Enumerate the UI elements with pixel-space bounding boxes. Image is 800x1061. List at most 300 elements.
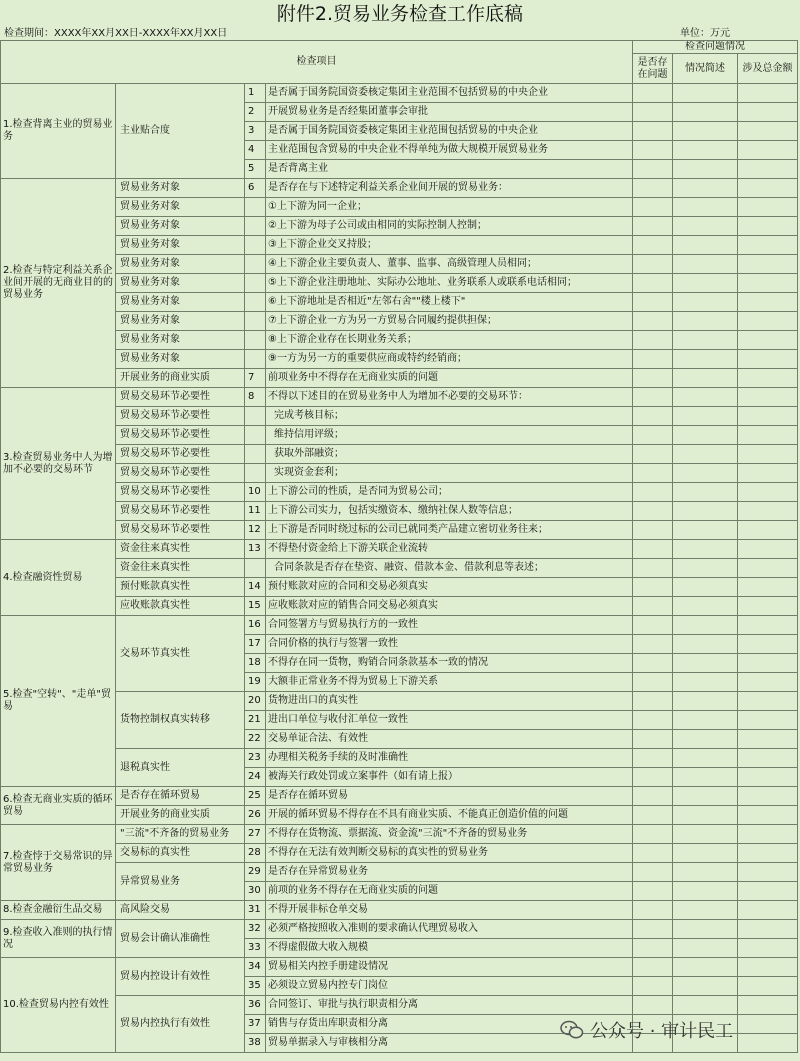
- desc-cell[interactable]: [673, 255, 738, 274]
- item-number: [245, 331, 266, 350]
- item-text: 不得存在同一货物，购销合同条款基本一致的情况: [266, 654, 633, 673]
- table-row: [1, 825, 798, 844]
- group-name: 7.检查悖于交易常识的异常贸易业务: [1, 825, 116, 901]
- amount-cell[interactable]: [738, 540, 798, 559]
- has-issue-cell[interactable]: [633, 825, 673, 844]
- item-text: 被海关行政处罚或立案事件（如有请上报）: [266, 768, 633, 787]
- desc-cell[interactable]: [673, 502, 738, 521]
- has-issue-cell[interactable]: [633, 445, 673, 464]
- amount-cell[interactable]: [738, 274, 798, 293]
- category-cell: 退税真实性: [116, 749, 245, 787]
- item-number: [245, 255, 266, 274]
- has-issue-cell[interactable]: [633, 901, 673, 920]
- amount-cell[interactable]: [738, 806, 798, 825]
- has-issue-cell[interactable]: [633, 141, 673, 160]
- item-number: 32: [245, 920, 266, 939]
- table-row: [1, 369, 798, 388]
- item-text: ⑥上下游地址是否相近"左邻右舍""楼上楼下": [266, 293, 633, 312]
- has-issue-cell[interactable]: [633, 426, 673, 445]
- amount-cell[interactable]: [738, 730, 798, 749]
- item-text: 贸易单据录入与审核相分离: [266, 1034, 633, 1053]
- desc-cell[interactable]: [673, 616, 738, 635]
- category-cell: 应收账款真实性: [116, 597, 245, 616]
- item-number: [245, 407, 266, 426]
- has-issue-cell[interactable]: [633, 464, 673, 483]
- has-issue-cell[interactable]: [633, 217, 673, 236]
- desc-cell[interactable]: [673, 768, 738, 787]
- amount-cell[interactable]: [738, 882, 798, 901]
- has-issue-cell[interactable]: [633, 122, 673, 141]
- header-amount: 涉及总金额: [738, 54, 798, 84]
- desc-cell[interactable]: [673, 217, 738, 236]
- table-row: [1, 958, 798, 977]
- category-cell: 交易标的真实性: [116, 844, 245, 863]
- item-text: 不得存在货物流、票据流、资金流"三流"不齐备的贸易业务: [266, 825, 633, 844]
- amount-cell[interactable]: [738, 198, 798, 217]
- item-text: ⑧上下游企业存在长期业务关系；: [266, 331, 633, 350]
- table-row: [1, 901, 798, 920]
- group-name: 6.检查无商业实质的循环贸易: [1, 787, 116, 825]
- amount-cell[interactable]: [738, 217, 798, 236]
- desc-cell[interactable]: [673, 958, 738, 977]
- has-issue-cell[interactable]: [633, 863, 673, 882]
- category-cell: 预付账款真实性: [116, 578, 245, 597]
- group-name: 2.检查与特定利益关系企业间开展的无商业目的的贸易业务: [1, 179, 116, 388]
- amount-cell[interactable]: [738, 597, 798, 616]
- amount-cell[interactable]: [738, 787, 798, 806]
- desc-cell[interactable]: [673, 863, 738, 882]
- has-issue-cell[interactable]: [633, 597, 673, 616]
- item-number: 31: [245, 901, 266, 920]
- amount-cell[interactable]: [738, 293, 798, 312]
- item-text: 合同签订、审批与执行职责相分离: [266, 996, 633, 1015]
- amount-cell[interactable]: [738, 616, 798, 635]
- item-text: ③上下游企业交叉持股；: [266, 236, 633, 255]
- table-row: [1, 293, 798, 312]
- desc-cell[interactable]: [673, 597, 738, 616]
- has-issue-cell[interactable]: [633, 198, 673, 217]
- item-number: 10: [245, 483, 266, 502]
- table-row: [1, 179, 798, 198]
- item-number: [245, 464, 266, 483]
- category-cell: 贸易业务对象: [116, 350, 245, 369]
- category-cell: 贸易交易环节必要性: [116, 483, 245, 502]
- item-number: 33: [245, 939, 266, 958]
- has-issue-cell[interactable]: [633, 236, 673, 255]
- item-number: 12: [245, 521, 266, 540]
- amount-cell[interactable]: [738, 673, 798, 692]
- item-text: 合同条款是否存在垫资、融资、借款本金、借款利息等表述；: [266, 559, 633, 578]
- has-issue-cell[interactable]: [633, 844, 673, 863]
- item-number: 21: [245, 711, 266, 730]
- amount-cell[interactable]: [738, 236, 798, 255]
- has-issue-cell[interactable]: [633, 255, 673, 274]
- check-period: 检查期间：XXXX年XX月XX日-XXXX年XX月XX日: [4, 28, 228, 39]
- amount-cell[interactable]: [738, 996, 798, 1015]
- amount-cell[interactable]: [738, 958, 798, 977]
- table-row: [1, 597, 798, 616]
- header-has-issue: 是否存在问题: [633, 54, 673, 84]
- item-number: 16: [245, 616, 266, 635]
- group-name: 4.检查融资性贸易: [1, 540, 116, 616]
- desc-cell[interactable]: [673, 312, 738, 331]
- has-issue-cell[interactable]: [633, 388, 673, 407]
- amount-cell[interactable]: [738, 350, 798, 369]
- category-cell: 高风险交易: [116, 901, 245, 920]
- has-issue-cell[interactable]: [633, 540, 673, 559]
- item-number: 7: [245, 369, 266, 388]
- has-issue-cell[interactable]: [633, 616, 673, 635]
- item-number: 26: [245, 806, 266, 825]
- has-issue-cell[interactable]: [633, 635, 673, 654]
- category-cell: 异常贸易业务: [116, 863, 245, 901]
- item-number: 24: [245, 768, 266, 787]
- desc-cell[interactable]: [673, 369, 738, 388]
- desc-cell[interactable]: [673, 540, 738, 559]
- category-cell: 贸易会计确认准确性: [116, 920, 245, 958]
- desc-cell[interactable]: [673, 464, 738, 483]
- amount-cell[interactable]: [738, 483, 798, 502]
- group-name: 5.检查"空转"、"走单"贸易: [1, 616, 116, 787]
- desc-cell[interactable]: [673, 692, 738, 711]
- item-number: 23: [245, 749, 266, 768]
- has-issue-cell[interactable]: [633, 350, 673, 369]
- item-number: 4: [245, 141, 266, 160]
- desc-cell[interactable]: [673, 806, 738, 825]
- desc-cell[interactable]: [673, 901, 738, 920]
- item-text: 获取外部融资；: [266, 445, 633, 464]
- amount-cell[interactable]: [738, 692, 798, 711]
- table-row: [1, 692, 798, 711]
- category-cell: 资金往来真实性: [116, 559, 245, 578]
- item-text: 是否存在异常贸易业务: [266, 863, 633, 882]
- has-issue-cell[interactable]: [633, 806, 673, 825]
- category-cell: 贸易交易环节必要性: [116, 502, 245, 521]
- group-name: 3.检查贸易业务中人为增加不必要的交易环节: [1, 388, 116, 540]
- has-issue-cell[interactable]: [633, 673, 673, 692]
- desc-cell[interactable]: [673, 882, 738, 901]
- item-number: 30: [245, 882, 266, 901]
- amount-cell[interactable]: [738, 122, 798, 141]
- amount-cell[interactable]: [738, 312, 798, 331]
- desc-cell[interactable]: [673, 977, 738, 996]
- item-text: 货物进出口的真实性: [266, 692, 633, 711]
- amount-cell[interactable]: [738, 103, 798, 122]
- desc-cell[interactable]: [673, 730, 738, 749]
- desc-cell[interactable]: [673, 293, 738, 312]
- amount-cell[interactable]: [738, 426, 798, 445]
- desc-cell[interactable]: [673, 521, 738, 540]
- has-issue-cell[interactable]: [633, 730, 673, 749]
- amount-cell[interactable]: [738, 711, 798, 730]
- has-issue-cell[interactable]: [633, 331, 673, 350]
- item-text: 合同签署方与贸易执行方的一致性: [266, 616, 633, 635]
- item-number: 13: [245, 540, 266, 559]
- item-number: 22: [245, 730, 266, 749]
- table-row: [1, 350, 798, 369]
- table-row: [1, 578, 798, 597]
- amount-cell[interactable]: [738, 179, 798, 198]
- item-text: 不得垫付资金给上下游关联企业流转: [266, 540, 633, 559]
- has-issue-cell[interactable]: [633, 939, 673, 958]
- item-text: 贸易相关内控手册建设情况: [266, 958, 633, 977]
- desc-cell[interactable]: [673, 350, 738, 369]
- item-number: [245, 559, 266, 578]
- table-row: [1, 331, 798, 350]
- has-issue-cell[interactable]: [633, 312, 673, 331]
- category-cell: 贸易交易环节必要性: [116, 445, 245, 464]
- amount-cell[interactable]: [738, 977, 798, 996]
- item-text: ⑦上下游企业一方为另一方贸易合同履约提供担保；: [266, 312, 633, 331]
- item-text: 是否背离主业: [266, 160, 633, 179]
- item-number: [245, 445, 266, 464]
- item-number: 38: [245, 1034, 266, 1053]
- has-issue-cell[interactable]: [633, 407, 673, 426]
- item-text: 主业范围包含贸易的中央企业不得单纯为做大规模开展贸易业务: [266, 141, 633, 160]
- desc-cell[interactable]: [673, 749, 738, 768]
- amount-cell[interactable]: [738, 920, 798, 939]
- item-text: 必须严格按照收入准则的要求确认代理贸易收入: [266, 920, 633, 939]
- has-issue-cell[interactable]: [633, 84, 673, 103]
- item-text: 开展的循环贸易不得存在不具有商业实质、不能真正创造价值的问题: [266, 806, 633, 825]
- amount-cell[interactable]: [738, 141, 798, 160]
- table-row: [1, 844, 798, 863]
- desc-cell[interactable]: [673, 673, 738, 692]
- desc-cell[interactable]: [673, 844, 738, 863]
- item-number: 20: [245, 692, 266, 711]
- item-number: [245, 312, 266, 331]
- page-title: 附件2.贸易业务检查工作底稿: [276, 3, 524, 25]
- item-text: 上下游公司的性质，是否同为贸易公司；: [266, 483, 633, 502]
- item-number: 36: [245, 996, 266, 1015]
- desc-cell[interactable]: [673, 711, 738, 730]
- amount-cell[interactable]: [738, 825, 798, 844]
- item-text: ②上下游为母子公司或由相同的实际控制人控制；: [266, 217, 633, 236]
- group-name: 10.检查贸易内控有效性: [1, 958, 116, 1053]
- item-number: [245, 274, 266, 293]
- amount-cell[interactable]: [738, 768, 798, 787]
- amount-cell[interactable]: [738, 863, 798, 882]
- table-row: [1, 312, 798, 331]
- item-number: [245, 217, 266, 236]
- has-issue-cell[interactable]: [633, 521, 673, 540]
- has-issue-cell[interactable]: [633, 369, 673, 388]
- amount-cell[interactable]: [738, 369, 798, 388]
- item-number: 6: [245, 179, 266, 198]
- amount-cell[interactable]: [738, 654, 798, 673]
- table-row: [1, 483, 798, 502]
- has-issue-cell[interactable]: [633, 578, 673, 597]
- amount-cell[interactable]: [738, 901, 798, 920]
- desc-cell[interactable]: [673, 179, 738, 198]
- desc-cell[interactable]: [673, 635, 738, 654]
- amount-cell[interactable]: [738, 939, 798, 958]
- item-text: 完成考核目标；: [266, 407, 633, 426]
- has-issue-cell[interactable]: [633, 559, 673, 578]
- has-issue-cell[interactable]: [633, 654, 673, 673]
- has-issue-cell[interactable]: [633, 483, 673, 502]
- desc-cell[interactable]: [673, 331, 738, 350]
- item-number: 8: [245, 388, 266, 407]
- amount-cell[interactable]: [738, 464, 798, 483]
- item-number: 1: [245, 84, 266, 103]
- category-cell: "三流"不齐备的贸易业务: [116, 825, 245, 844]
- table-row: [1, 274, 798, 293]
- item-text: 不得开展非标仓单交易: [266, 901, 633, 920]
- has-issue-cell[interactable]: [633, 749, 673, 768]
- desc-cell[interactable]: [673, 654, 738, 673]
- category-cell: 贸易业务对象: [116, 179, 245, 198]
- item-text: 是否存在与下述特定利益关系企业间开展的贸易业务：: [266, 179, 633, 198]
- desc-cell[interactable]: [673, 407, 738, 426]
- item-number: 28: [245, 844, 266, 863]
- category-cell: 交易环节真实性: [116, 616, 245, 692]
- amount-cell[interactable]: [738, 407, 798, 426]
- item-text: 上下游是否同时绕过标的公司已就同类产品建立密切业务往来；: [266, 521, 633, 540]
- desc-cell[interactable]: [673, 274, 738, 293]
- item-number: 35: [245, 977, 266, 996]
- table-row: [1, 464, 798, 483]
- table-row: [1, 236, 798, 255]
- item-number: [245, 236, 266, 255]
- table-row: [1, 806, 798, 825]
- has-issue-cell[interactable]: [633, 103, 673, 122]
- item-number: [245, 293, 266, 312]
- desc-cell[interactable]: [673, 388, 738, 407]
- table-row: [1, 521, 798, 540]
- table-row: [1, 863, 798, 882]
- item-text: 是否属于国务院国资委核定集团主业范围包括贸易的中央企业: [266, 122, 633, 141]
- has-issue-cell[interactable]: [633, 692, 673, 711]
- table-row: [1, 445, 798, 464]
- amount-cell[interactable]: [738, 255, 798, 274]
- category-cell: 贸易业务对象: [116, 255, 245, 274]
- item-text: 预付账款对应的合同和交易必须真实: [266, 578, 633, 597]
- category-cell: 开展业务的商业实质: [116, 369, 245, 388]
- item-number: 37: [245, 1015, 266, 1034]
- item-text: 销售与存货出库职责相分离: [266, 1015, 633, 1034]
- has-issue-cell[interactable]: [633, 958, 673, 977]
- desc-cell[interactable]: [673, 141, 738, 160]
- amount-cell[interactable]: [738, 578, 798, 597]
- category-cell: 贸易业务对象: [116, 293, 245, 312]
- table-row: [1, 217, 798, 236]
- item-text: ①上下游为同一企业；: [266, 198, 633, 217]
- item-number: 18: [245, 654, 266, 673]
- desc-cell[interactable]: [673, 445, 738, 464]
- amount-cell[interactable]: [738, 160, 798, 179]
- item-number: 2: [245, 103, 266, 122]
- item-number: 11: [245, 502, 266, 521]
- desc-cell[interactable]: [673, 103, 738, 122]
- checklist-table: [0, 40, 798, 1053]
- amount-cell[interactable]: [738, 749, 798, 768]
- table-row: [1, 996, 798, 1015]
- has-issue-cell[interactable]: [633, 787, 673, 806]
- category-cell: 是否存在循环贸易: [116, 787, 245, 806]
- desc-cell[interactable]: [673, 483, 738, 502]
- desc-cell[interactable]: [673, 426, 738, 445]
- desc-cell[interactable]: [673, 84, 738, 103]
- item-number: 19: [245, 673, 266, 692]
- desc-cell[interactable]: [673, 939, 738, 958]
- group-name: 9.检查收入准则的执行情况: [1, 920, 116, 958]
- desc-cell[interactable]: [673, 160, 738, 179]
- category-cell: 贸易内控设计有效性: [116, 958, 245, 996]
- has-issue-cell[interactable]: [633, 711, 673, 730]
- amount-cell[interactable]: [738, 84, 798, 103]
- item-text: 大额非正常业务不得为贸易上下游关系: [266, 673, 633, 692]
- has-issue-cell[interactable]: [633, 996, 673, 1015]
- header-desc: 情况简述: [673, 54, 738, 84]
- item-number: 17: [245, 635, 266, 654]
- desc-cell[interactable]: [673, 559, 738, 578]
- wechat-icon: [560, 1020, 584, 1040]
- desc-cell[interactable]: [673, 122, 738, 141]
- has-issue-cell[interactable]: [633, 502, 673, 521]
- item-number: 34: [245, 958, 266, 977]
- amount-cell[interactable]: [738, 844, 798, 863]
- has-issue-cell[interactable]: [633, 882, 673, 901]
- item-text: 交易单证合法、有效性: [266, 730, 633, 749]
- item-text: 不得存在无法有效判断交易标的真实性的贸易业务: [266, 844, 633, 863]
- item-number: 25: [245, 787, 266, 806]
- has-issue-cell[interactable]: [633, 920, 673, 939]
- item-text: 办理相关税务手续的及时准确性: [266, 749, 633, 768]
- unit-label: 单位：万元: [680, 28, 730, 39]
- item-number: [245, 350, 266, 369]
- desc-cell[interactable]: [673, 920, 738, 939]
- amount-cell[interactable]: [738, 559, 798, 578]
- amount-cell[interactable]: [738, 635, 798, 654]
- table-row: [1, 426, 798, 445]
- desc-cell[interactable]: [673, 578, 738, 597]
- item-text: 开展贸易业务是否经集团董事会审批: [266, 103, 633, 122]
- has-issue-cell[interactable]: [633, 768, 673, 787]
- has-issue-cell[interactable]: [633, 274, 673, 293]
- item-text: 前项业务中不得存在无商业实质的问题: [266, 369, 633, 388]
- desc-cell[interactable]: [673, 787, 738, 806]
- has-issue-cell[interactable]: [633, 293, 673, 312]
- amount-cell[interactable]: [738, 502, 798, 521]
- desc-cell[interactable]: [673, 996, 738, 1015]
- table-row: [1, 84, 798, 103]
- desc-cell[interactable]: [673, 825, 738, 844]
- item-text: 是否存在循环贸易: [266, 787, 633, 806]
- category-cell: 贸易交易环节必要性: [116, 464, 245, 483]
- item-text: ④上下游企业主要负责人、董事、监事、高级管理人员相同；: [266, 255, 633, 274]
- item-number: 27: [245, 825, 266, 844]
- item-number: 29: [245, 863, 266, 882]
- amount-cell[interactable]: [738, 388, 798, 407]
- desc-cell[interactable]: [673, 198, 738, 217]
- item-number: 5: [245, 160, 266, 179]
- table-row: [1, 255, 798, 274]
- table-row: [1, 749, 798, 768]
- amount-cell[interactable]: [738, 521, 798, 540]
- header-issue-group: 检查问题情况: [633, 41, 798, 54]
- table-row: [1, 198, 798, 217]
- has-issue-cell[interactable]: [633, 977, 673, 996]
- has-issue-cell[interactable]: [633, 160, 673, 179]
- amount-cell[interactable]: [738, 331, 798, 350]
- watermark: [560, 1015, 800, 1045]
- has-issue-cell[interactable]: [633, 179, 673, 198]
- item-text: 合同价格的执行与签署一致性: [266, 635, 633, 654]
- desc-cell[interactable]: [673, 236, 738, 255]
- amount-cell[interactable]: [738, 445, 798, 464]
- item-number: 3: [245, 122, 266, 141]
